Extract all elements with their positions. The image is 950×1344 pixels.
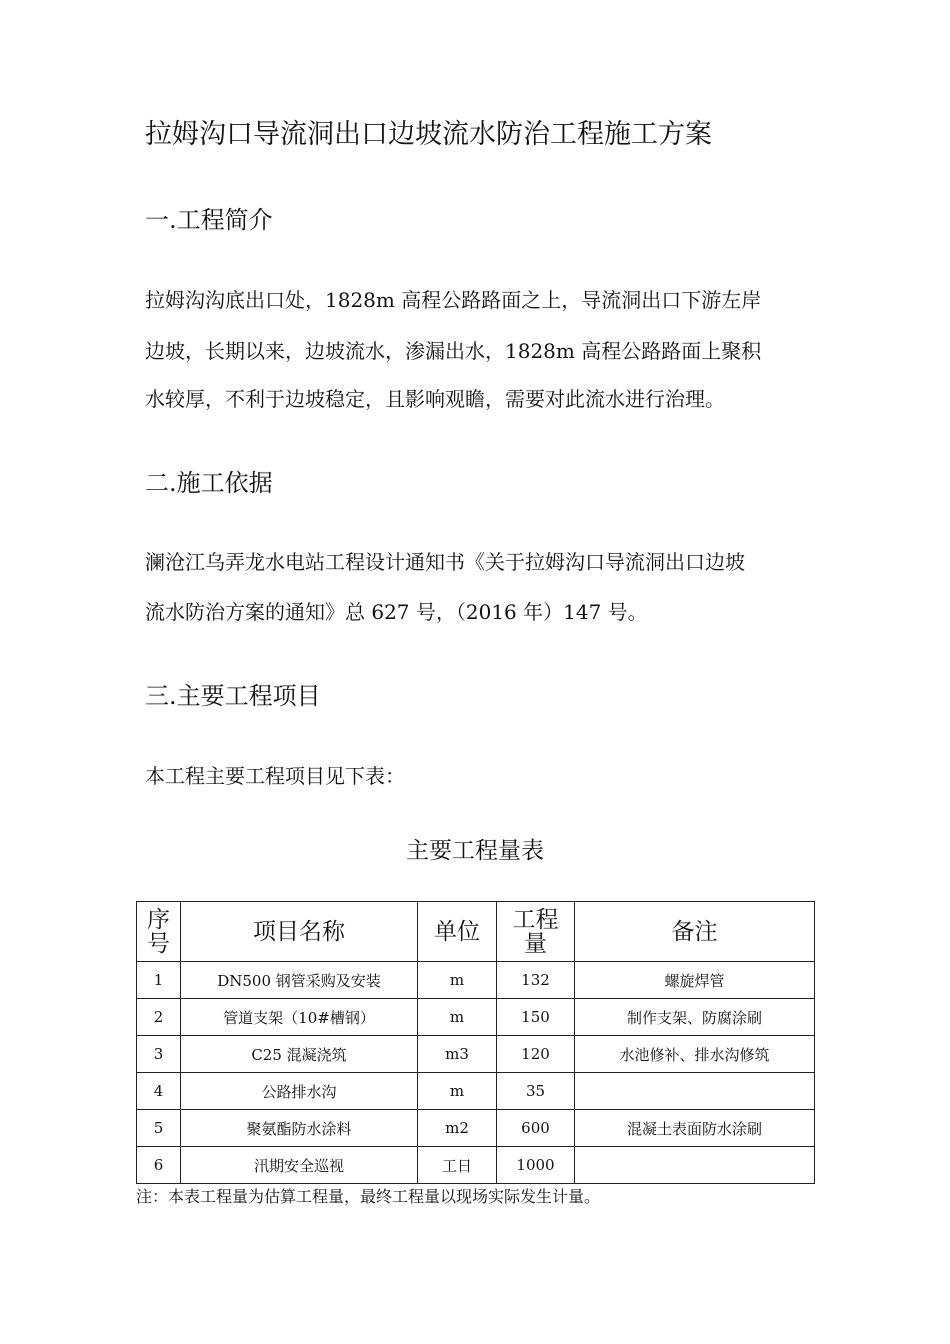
basis-line-2: 流水防治方案的通知》总 627 号，（2016 年）147 号。 [145,600,648,624]
header-no: 序号 [137,902,181,962]
cell-qty: 120 [497,1036,575,1073]
cell-unit: 工日 [418,1147,497,1184]
basis-line-1: 澜沧江乌弄龙水电站工程设计通知书《关于拉姆沟口导流洞出口边坡 [145,550,745,574]
cell-remark: 螺旋焊管 [575,962,815,999]
table-title: 主要工程量表 [406,838,544,864]
cell-remark [575,1073,815,1110]
cell-no: 3 [137,1036,181,1073]
cell-unit: m [418,962,497,999]
table-row [137,1073,815,1110]
table-row [137,962,815,999]
cell-no: 4 [137,1073,181,1110]
section-heading-overview: 一.工程简介 [145,206,273,234]
cell-unit: m [418,1073,497,1110]
cell-remark: 制作支架、防腐涂刷 [575,999,815,1036]
cell-remark: 水池修补、排水沟修筑 [575,1036,815,1073]
cell-name: 汛期安全巡视 [181,1147,418,1184]
header-unit: 单位 [418,902,497,962]
cell-qty: 1000 [497,1147,575,1184]
table-row [137,999,815,1036]
cell-no: 6 [137,1147,181,1184]
overview-line-1: 拉姆沟沟底出口处，1828m 高程公路路面之上，导流洞出口下游左岸 [145,288,762,312]
cell-name: 管道支架（10#槽钢） [181,999,418,1036]
cell-name: DN500 钢管采购及安装 [181,962,418,999]
table-row [137,1147,815,1184]
cell-remark [575,1147,815,1184]
cell-name: 公路排水沟 [181,1073,418,1110]
cell-qty: 35 [497,1073,575,1110]
cell-no: 1 [137,962,181,999]
section-heading-basis: 二.施工依据 [145,469,273,497]
cell-remark: 混凝土表面防水涂刷 [575,1110,815,1147]
table-row [137,1036,815,1073]
cell-name: 聚氨酯防水涂料 [181,1110,418,1147]
cell-qty: 150 [497,999,575,1036]
document-title: 拉姆沟口导流洞出口边坡流水防治工程施工方案 [145,119,712,150]
items-intro: 本工程主要工程项目见下表： [145,764,405,788]
cell-unit: m3 [418,1036,497,1073]
quantity-table [136,901,815,1184]
cell-name: C25 混凝浇筑 [181,1036,418,1073]
cell-no: 2 [137,999,181,1036]
header-qty: 工程量 [497,902,575,962]
cell-no: 5 [137,1110,181,1147]
section-heading-items: 三.主要工程项目 [145,682,321,710]
table-header-row [137,902,815,962]
header-name: 项目名称 [181,902,418,962]
header-remark: 备注 [575,902,815,962]
cell-unit: m2 [418,1110,497,1147]
cell-qty: 132 [497,962,575,999]
table-row [137,1110,815,1147]
overview-line-2: 边坡，长期以来，边坡流水，渗漏出水，1828m 高程公路路面上聚积 [145,339,762,363]
cell-qty: 600 [497,1110,575,1147]
overview-line-3: 水较厚，不利于边坡稳定，且影响观瞻，需要对此流水进行治理。 [145,387,725,411]
cell-unit: m [418,999,497,1036]
table-note: 注：本表工程量为估算工程量，最终工程量以现场实际发生计量。 [136,1187,601,1206]
